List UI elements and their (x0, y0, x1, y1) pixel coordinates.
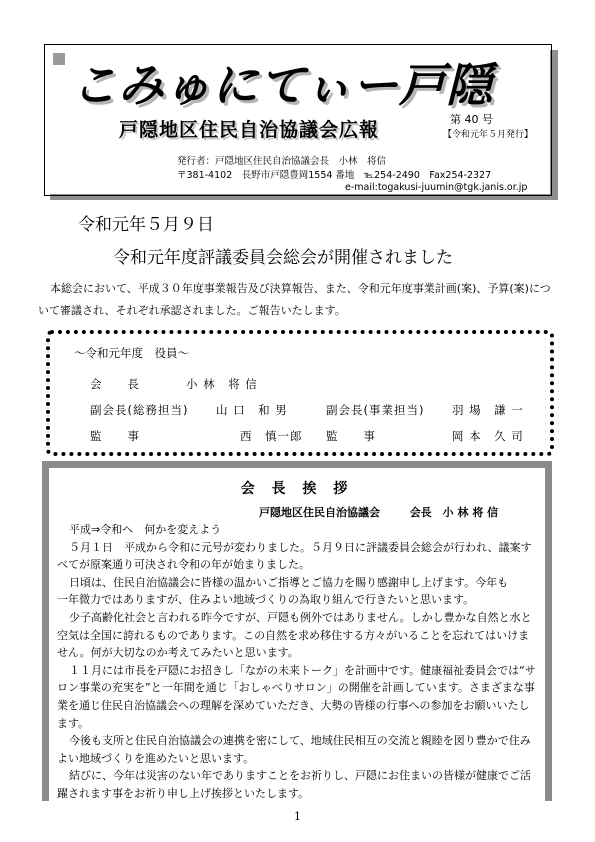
greeting-paragraph: 平成⇒令和へ 何かを変えよう (69, 523, 222, 536)
greeting-signer: 会長 小 林 将 信 (409, 506, 499, 519)
greeting-paragraph: ５月１日 平成から令和に元号が変わりました。５月９日に評議委員会総会が行われ、議案すべてが原案通り可決され令和の年が始まりました。 (57, 540, 532, 572)
newsletter-subtitle: 戸隠地区住民自治協議会広報 (119, 119, 380, 141)
newsletter-title: こみゅにてぃー戸隠 (71, 58, 494, 112)
address-line: 〒381-4102 長野市戸隠豊岡1554 番地 ℡254-2490 Fax254-2327 (177, 170, 492, 181)
article-date: 令和元年５月９日 (78, 215, 214, 235)
greeting-paragraph: 結びに、今年は災害のない年でありますことをお祈りし、戸隠にお住まいの皆様が健康でご活躍されます事をお祈り申し上げ挨拶といたします。 (57, 769, 531, 800)
officer-role: 監 事 (326, 429, 376, 443)
greeting-org: 戸隠地区住民自治協議会 (259, 506, 380, 519)
officer-row (50, 428, 550, 446)
officer-role: 副会長(事業担当) (326, 403, 425, 417)
issue-date: 【令和元年５月発行】 (443, 130, 534, 140)
officer-role: 監 事 (90, 429, 140, 443)
officer-name: 西 慎一郎 (240, 429, 303, 443)
greeting-paragraph: 今後も支所と住民自治協議会の連携を密にして、地域住民相互の交流と親睦を図り豊かで住みよい地域づくりを進めたいと思います。 (57, 734, 531, 765)
masthead (44, 44, 552, 196)
greeting-section (49, 468, 545, 802)
greeting-paragraph: １１月には市長を戸隠にお招きし「ながの未来トーク」を計画中です。健康福祉委員会では“サロン事業の充実を”と一年間を通じ「おしゃべりサロン」の開催を計画しています。さまざまな事業を通じ住民自治協議会への理解を深めていただき、大勢の皆様の行事への参加をお願いいたします。 (57, 663, 536, 730)
page-number: 1 (294, 810, 301, 823)
greeting-title: 会 長 挨 拶 (240, 481, 354, 497)
email-line: e-mail:togakusi-juumin@tgk.janis.or.jp (345, 182, 528, 193)
greeting-paragraph: 一年微力ではありますが、住みよい地域づくりの為取り組んで行きたいと思います。 (57, 593, 475, 607)
publisher-line: 発行者：戸隠地区住民自治協議会長 小林 将信 (177, 156, 387, 167)
officer-name: 山 口 和 男 (216, 403, 288, 417)
greeting-paragraph: 少子高齢化社会と言われる昨今ですが、戸隠も例外ではありません。しかし豊かな自然と水と空気は全国に誇れるものであります。この自然を求め移住する方々がいることを忘れてはいけません。何が大切なのか考えてみたいと思います。 (57, 610, 532, 660)
officer-role: 副会長(総務担当) (90, 403, 189, 417)
officers-heading: ～令和元年度 役員～ (74, 346, 189, 360)
officer-row (50, 402, 550, 420)
officer-name: 岡 本 久 司 (452, 429, 524, 443)
officer-role: 会 長 (90, 377, 140, 391)
officers-box (46, 330, 554, 456)
greeting-body (57, 521, 537, 802)
greeting-signature (259, 504, 498, 520)
article-intro: 本総会において、平成３０年度事業報告及び決算報告、また、令和元年度事業計画(案)、予算(案)について審議され、それぞれ承認されました。ご報告いたします。 (38, 282, 551, 317)
officer-name: 羽 場 謙 一 (452, 403, 524, 417)
greeting-paragraph: 日頃は、住民自治協議会に皆様の温かいご指導とご協力を賜り感謝申し上げます。今年も (69, 575, 509, 589)
corner-square-icon (53, 53, 65, 65)
officer-name: 小 林 将 信 (186, 377, 258, 391)
officer-row (50, 376, 550, 394)
issue-number: 第 40 号 (450, 113, 493, 126)
article-headline: 令和元年度評議委員会総会が開催されました (113, 248, 453, 268)
